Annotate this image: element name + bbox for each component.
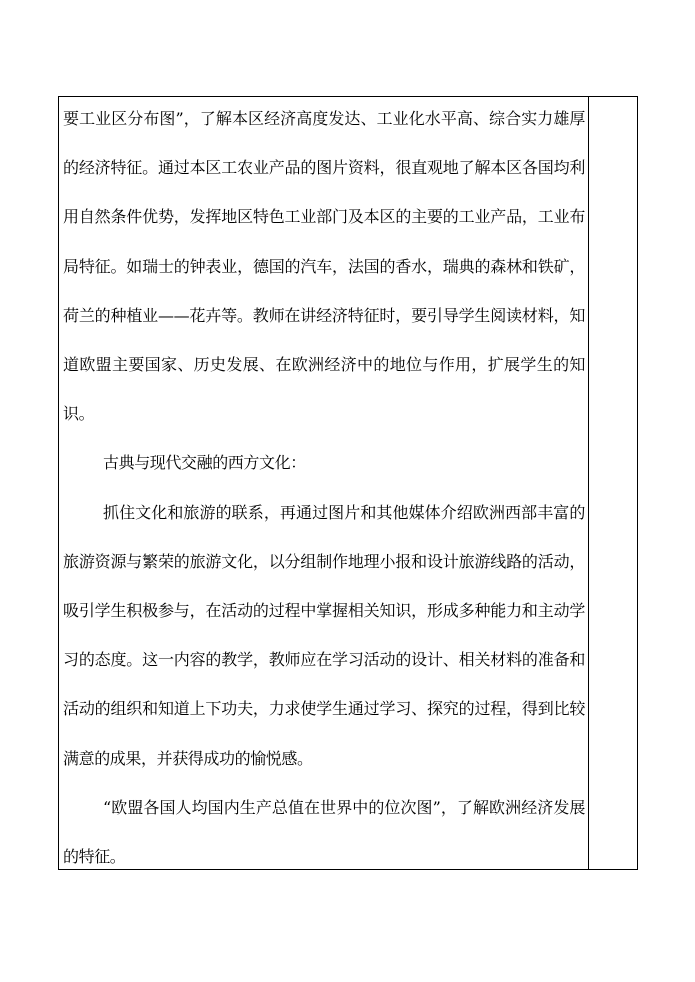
paragraph-gdp-ranking: “欧盟各国人均国内生产总值在世界中的位次图”，了解欧洲经济发展的特征。 [63, 797, 585, 866]
paragraph-tourism-culture: 抓住文化和旅游的联系，再通过图片和其他媒体介绍欧洲西部丰富的旅游资源与繁荣的旅游文化，以分组制作地理小报和设计旅游线路的活动，吸引学生积极参与，在活动的过程中掌握相关知识，形成多种能力和主动学习的态度。这一内容的教学，教师应在学习活动的设计、相关材料的准备和活动的组织和知道上下功夫，力求使学生通过学习、探究的过程，得到比较满意的成果，并获得成功的愉悦感。 [63, 502, 585, 768]
content-cell [63, 94, 585, 866]
lesson-table [58, 96, 638, 870]
paragraph-culture-heading: 古典与现代交融的西方文化： [103, 453, 306, 473]
side-note-cell [589, 97, 637, 869]
paragraph-industry-economy: 要工业区分布图”，了解本区经济高度发达、工业化水平高、综合实力雄厚的经济特征。通过本区工农业产品的图片资料，很直观地了解本区各国均利用自然条件优势，发挥地区特色工业部门及本区的主要的工业产品，工业布局特征。如瑞士的钟表业，德国的汽车，法国的香水，瑞典的森林和铁矿，荷兰的种植业——花卉等。教师在讲经济特征时，要引导学生阅读材料，知道欧盟主要国家、历史发展、在欧洲经济中的地位与作用，扩展学生的知识。 [63, 109, 585, 424]
